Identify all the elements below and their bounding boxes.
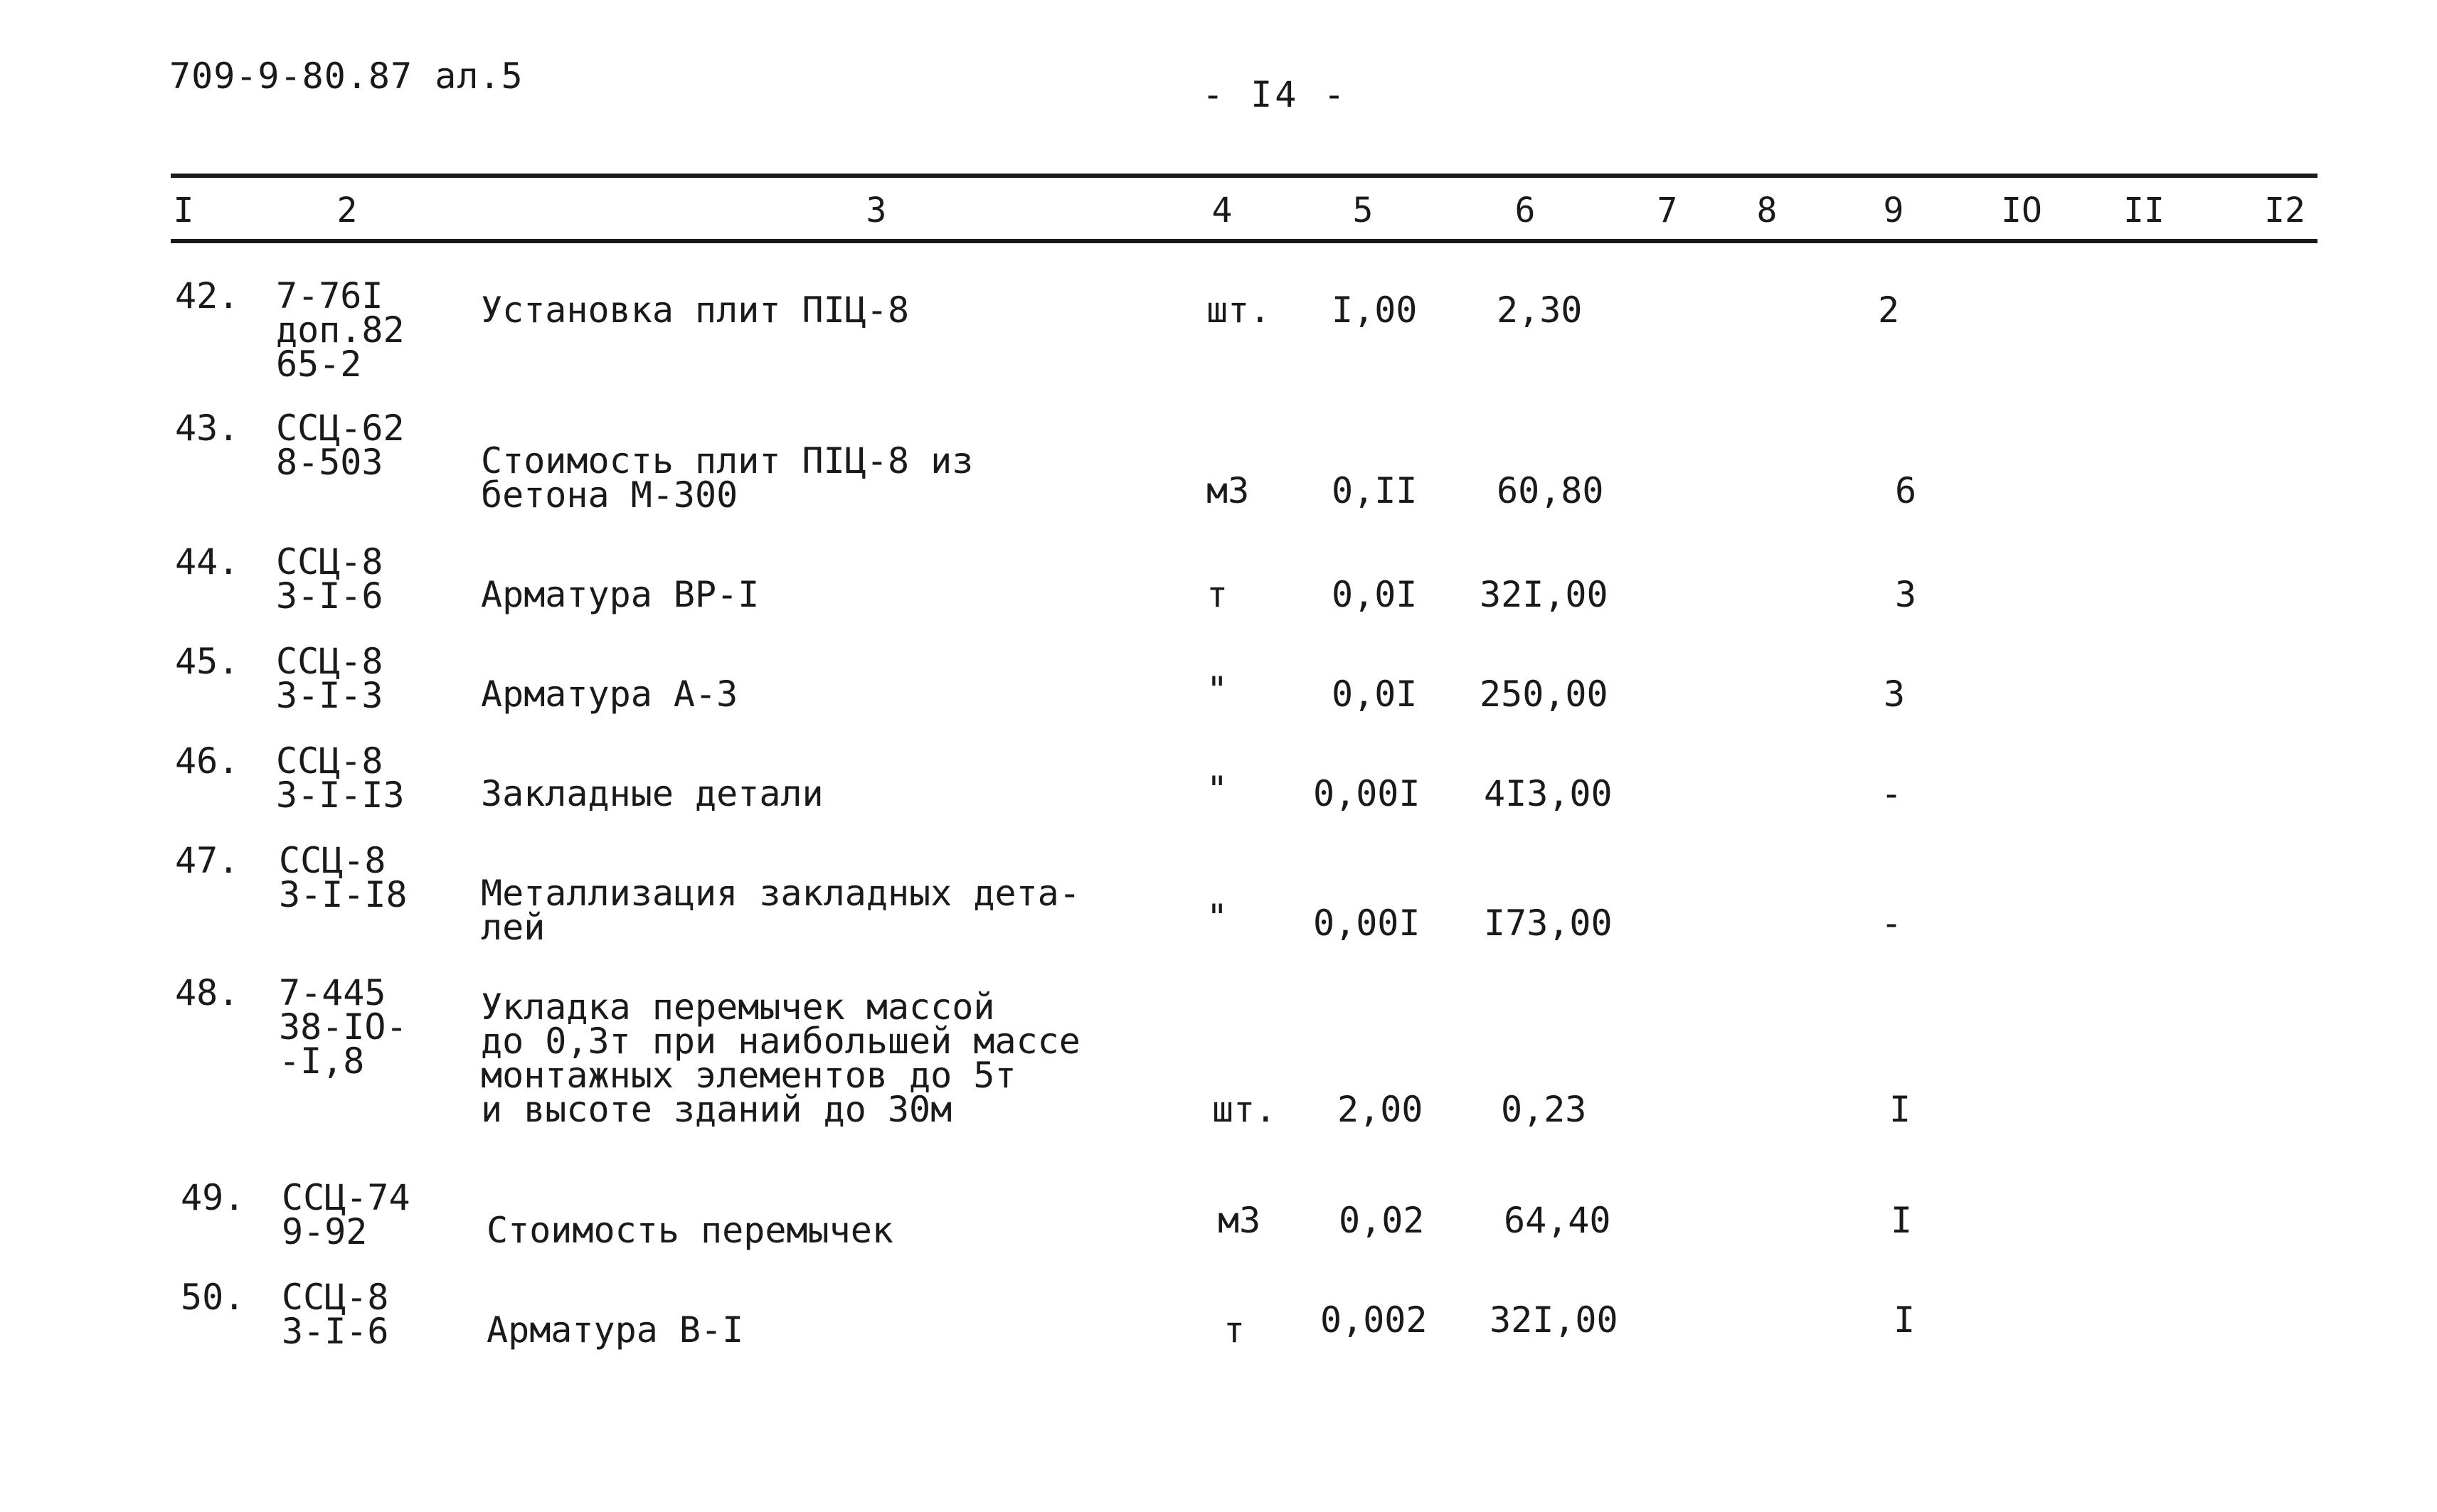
row-description: Металлизация закладных дета- лей bbox=[481, 873, 1081, 948]
row-quantity: 0,00I bbox=[1313, 903, 1421, 944]
row-quantity: 0,0I bbox=[1332, 574, 1418, 615]
column-header-6: 6 bbox=[1514, 191, 1536, 230]
column-header-10: IO bbox=[2001, 191, 2042, 230]
row-description: Стоимость плит ПIЦ-8 из бетона М-300 bbox=[481, 440, 974, 516]
row-code: 7-76I доп.82 65-2 bbox=[276, 275, 405, 385]
row-code: ССЦ-8 3-I-6 bbox=[276, 541, 383, 617]
row-code: ССЦ-8 3-I-3 bbox=[276, 641, 383, 716]
row-price: 64,40 bbox=[1504, 1200, 1611, 1241]
row-description: Укладка перемычек массой до 0,3т при наибольшей массе монтажных элементов до 5т и высоте зданий до 30м bbox=[481, 986, 1081, 1130]
row-number: 43. bbox=[175, 408, 240, 449]
row-price: 32I,00 bbox=[1490, 1299, 1618, 1341]
document-code: 709-9-80.87 ал.5 bbox=[169, 55, 524, 97]
row-col9: 2 bbox=[1878, 289, 1900, 331]
column-header-8: 8 bbox=[1756, 191, 1778, 230]
row-number: 45. bbox=[175, 641, 240, 682]
row-price: 250,00 bbox=[1480, 674, 1608, 715]
row-price: 0,23 bbox=[1501, 1089, 1587, 1130]
row-col9: I bbox=[1891, 1200, 1913, 1241]
row-number: 44. bbox=[175, 541, 240, 582]
row-number: 49. bbox=[181, 1177, 245, 1218]
row-unit: " bbox=[1206, 769, 1228, 810]
row-price: 60,80 bbox=[1497, 470, 1604, 511]
row-col9: 3 bbox=[1884, 674, 1906, 715]
row-number: 50. bbox=[181, 1277, 245, 1318]
row-code: ССЦ-8 3-I-I8 bbox=[279, 840, 408, 915]
column-header-4: 4 bbox=[1211, 191, 1233, 230]
row-col9: I bbox=[1894, 1299, 1916, 1341]
row-quantity: 2,00 bbox=[1337, 1089, 1423, 1130]
row-description: Стоимость перемычек bbox=[487, 1210, 893, 1251]
row-description: Установка плит ПIЦ-8 bbox=[481, 289, 910, 331]
row-unit: т bbox=[1223, 1309, 1246, 1351]
row-price: 2,30 bbox=[1497, 289, 1583, 331]
row-number: 46. bbox=[175, 740, 240, 782]
row-quantity: 0,II bbox=[1332, 470, 1418, 511]
row-price: I73,00 bbox=[1484, 903, 1613, 944]
row-unit: шт. bbox=[1206, 289, 1271, 331]
row-description: Арматура ВР-I bbox=[481, 574, 760, 615]
row-unit: м3 bbox=[1206, 470, 1250, 511]
column-header-2: 2 bbox=[336, 191, 358, 230]
row-number: 47. bbox=[175, 840, 240, 881]
row-number: 42. bbox=[175, 275, 240, 316]
row-col9: - bbox=[1881, 773, 1903, 814]
row-description: Арматура А-3 bbox=[481, 674, 738, 715]
column-header-12: I2 bbox=[2264, 191, 2305, 230]
table-header-rule bbox=[171, 239, 2317, 243]
row-code: ССЦ-8 3-I-6 bbox=[282, 1277, 389, 1352]
row-price: 32I,00 bbox=[1480, 574, 1608, 615]
row-col9: I bbox=[1889, 1089, 1911, 1130]
row-col9: 6 bbox=[1895, 470, 1917, 511]
row-unit: шт. bbox=[1212, 1089, 1277, 1130]
row-code: ССЦ-8 3-I-I3 bbox=[276, 740, 405, 816]
row-unit: " bbox=[1206, 669, 1228, 710]
row-price: 4I3,00 bbox=[1484, 773, 1613, 814]
row-unit: м3 bbox=[1218, 1200, 1261, 1241]
row-description: Закладные детали bbox=[481, 773, 824, 814]
row-quantity: 0,02 bbox=[1339, 1200, 1425, 1241]
row-code: ССЦ-62 8-503 bbox=[276, 408, 405, 483]
row-unit: " bbox=[1206, 897, 1228, 938]
row-quantity: 0,002 bbox=[1320, 1299, 1428, 1341]
row-description: Арматура В-I bbox=[487, 1309, 744, 1351]
page-number: - I4 - bbox=[1202, 74, 1348, 115]
column-header-3: 3 bbox=[866, 191, 887, 230]
row-code: 7-445 38-IO- -I,8 bbox=[279, 972, 408, 1082]
row-unit: т bbox=[1206, 574, 1228, 615]
row-quantity: 0,00I bbox=[1313, 773, 1421, 814]
column-header-9: 9 bbox=[1883, 191, 1904, 230]
column-header-7: 7 bbox=[1657, 191, 1678, 230]
column-header-5: 5 bbox=[1352, 191, 1374, 230]
row-col9: - bbox=[1881, 903, 1903, 944]
table-top-rule bbox=[171, 174, 2317, 178]
column-header-11: II bbox=[2123, 191, 2165, 230]
row-quantity: 0,0I bbox=[1332, 674, 1418, 715]
row-col9: 3 bbox=[1895, 574, 1917, 615]
row-code: ССЦ-74 9-92 bbox=[282, 1177, 410, 1252]
row-number: 48. bbox=[175, 972, 240, 1013]
row-quantity: I,00 bbox=[1332, 289, 1418, 331]
column-header-1: I bbox=[173, 191, 194, 230]
